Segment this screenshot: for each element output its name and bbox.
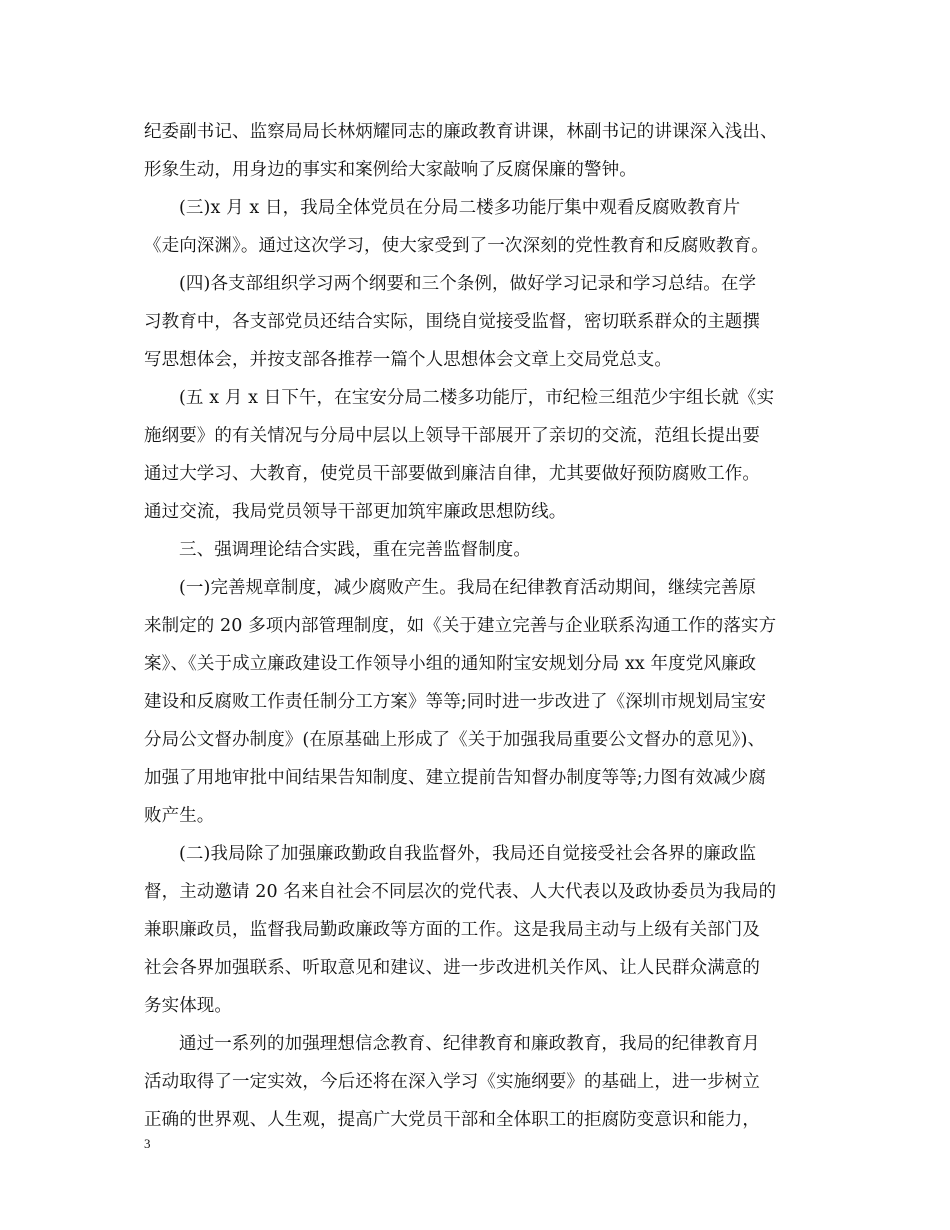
text-line: 分局公文督办制度》(在原基础上形成了《关于加强我局重要公文督办的意见》)、 [144,730,766,750]
text-line: (四)各支部组织学习两个纲要和三个条例，做好学习记录和学习总结。在学 [179,274,757,294]
text-line: 习教育中，各支部党员还结合实际，围绕自觉接受监督，密切联系群众的主题撰 [144,312,760,332]
text-line: 督，主动邀请 20 名来自社会不同层次的党代表、人大代表以及政协委员为我局的 [144,882,777,902]
text-line: 加强了用地审批中间结果告知制度、建立提前告知督办制度等等;力图有效减少腐 [144,768,766,788]
text-line: 通过交流，我局党员领导干部更加筑牢廉政思想防线。 [144,502,567,522]
section-heading: 三、强调理论结合实践，重在完善监督制度。 [179,540,531,560]
text-line: 形象生动，用身边的事实和案例给大家敲响了反腐保廉的警钟。 [144,160,637,180]
text-line: (二)我局除了加强廉政勤政自我监督外，我局还自觉接受社会各界的廉政监 [179,844,757,864]
text-line: 纪委副书记、监察局局长林炳耀同志的廉政教育讲课，林副书记的讲课深入浅出、 [144,122,778,142]
text-line: (一)完善规章制度，减少腐败产生。我局在纪律教育活动期间，继续完善原 [179,578,757,598]
text-line: 活动取得了一定实效，今后还将在深入学习《实施纲要》的基础上，进一步树立 [144,1072,760,1092]
text-line: 建设和反腐败工作责任制分工方案》等等;同时进一步改进了《深圳市规划局宝安 [144,692,766,712]
text-line: 社会各界加强联系、听取意见和建议、进一步改进机关作风、让人民群众满意的 [144,958,760,978]
text-line: 败产生。 [144,806,215,826]
text-line: (五 x 月 x 日下午，在宝安分局二楼多功能厅，市纪检三组范少宇组长就《实 [179,388,775,408]
text-line: 通过一系列的加强理想信念教育、纪律教育和廉政教育，我局的纪律教育月 [179,1034,760,1054]
text-line: 写思想体会，并按支部各推荐一篇个人思想体会文章上交局党总支。 [144,350,672,370]
text-line: 来制定的 20 多项内部管理制度，如《关于建立完善与企业联系沟通工作的落实方 [144,616,777,636]
text-line: 正确的世界观、人生观，提高广大党员干部和全体职工的拒腐防变意识和能力， [144,1110,760,1130]
page-number: 3 [144,1136,151,1151]
body-text [144,113,810,1139]
text-line: (三)x 月 x 日，我局全体党员在分局二楼多功能厅集中观看反腐败教育片 [179,198,741,218]
text-line: 兼职廉政员，监督我局勤政廉政等方面的工作。这是我局主动与上级有关部门及 [144,920,760,940]
text-line: 通过大学习、大教育，使党员干部要做到廉洁自律，尤其要做好预防腐败工作。 [144,464,760,484]
text-line: 《走向深渊》。通过这次学习，使大家受到了一次深刻的党性教育和反腐败教育。 [144,236,769,256]
text-line: 案》、《关于成立廉政建设工作领导小组的通知附宝安规划分局 xx 年度党风廉政 [144,654,757,674]
text-line: 务实体现。 [144,996,232,1016]
text-line: 施纲要》的有关情况与分局中层以上领导干部展开了亲切的交流，范组长提出要 [144,426,760,446]
